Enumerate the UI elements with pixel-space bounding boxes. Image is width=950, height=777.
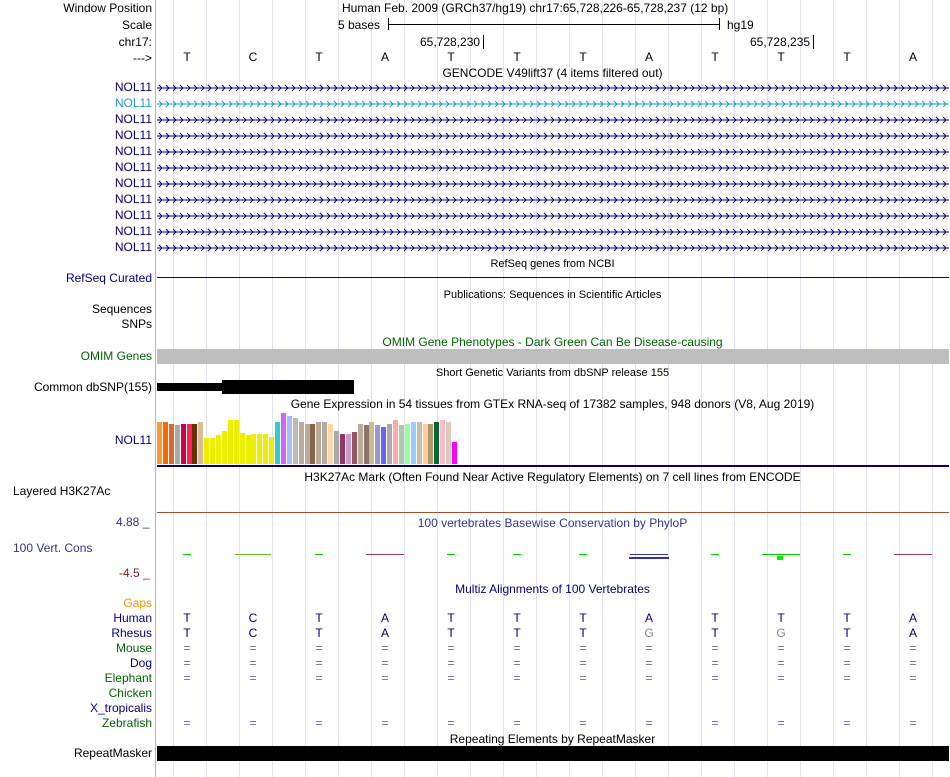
gtex-tissue-bar[interactable]: [446, 422, 451, 464]
alignment-base: =: [381, 716, 389, 730]
alignment-base: =: [447, 671, 455, 685]
phylop-score-mark[interactable]: [630, 554, 668, 555]
sequences-label[interactable]: Sequences: [91, 302, 152, 316]
species-label[interactable]: Elephant: [104, 671, 152, 685]
base-letter: A: [644, 50, 653, 64]
gtex-tissue-bar[interactable]: [417, 422, 422, 464]
gencode-transcript-label[interactable]: NOL11: [114, 160, 152, 174]
phylop-score-mark[interactable]: [315, 554, 323, 555]
alignment-base: =: [249, 716, 257, 730]
alignment-base: A: [380, 626, 389, 640]
alignment-base: A: [908, 626, 917, 640]
gencode-transcript-line[interactable]: [157, 131, 949, 141]
alignment-base: C: [248, 626, 258, 640]
alignment-base: =: [183, 641, 191, 655]
gtex-tissue-bar[interactable]: [405, 424, 410, 464]
gencode-transcript-line[interactable]: [157, 83, 949, 93]
alignment-base: T: [183, 626, 191, 640]
alignment-base: =: [513, 641, 521, 655]
gencode-transcript-line[interactable]: [157, 99, 949, 109]
alignment-base: =: [645, 671, 653, 685]
alignment-base: =: [777, 716, 785, 730]
gtex-tissue-bar[interactable]: [411, 422, 416, 464]
h3k27-label[interactable]: Layered H3K27Ac: [13, 484, 111, 498]
gtex-tissue-bar[interactable]: [234, 420, 239, 464]
scale-text: 5 bases: [338, 18, 381, 32]
gtex-tissue-bar[interactable]: [187, 424, 192, 464]
position-text: Human Feb. 2009 (GRCh37/hg19) chr17:65,728,226-65,728,237 (12 bp): [342, 1, 729, 15]
gtex-tissue-bar[interactable]: [375, 425, 380, 464]
alignment-base: A: [380, 611, 389, 625]
base-letter: T: [513, 50, 521, 64]
gtex-tissue-bar[interactable]: [299, 422, 304, 464]
alignment-base: A: [908, 611, 917, 625]
gencode-transcript-line[interactable]: [157, 115, 949, 125]
base-letter: T: [315, 50, 323, 64]
gtex-tissue-bar[interactable]: [163, 422, 168, 464]
gencode-transcript-line[interactable]: [157, 179, 949, 189]
gtex-tissue-bar[interactable]: [169, 424, 174, 464]
gtex-tissue-bar[interactable]: [269, 437, 274, 464]
gencode-transcript-line[interactable]: [157, 147, 949, 157]
h3k27-title: H3K27Ac Mark (Often Found Near Active Regulatory Elements) on 7 cell lines from ENCODE: [304, 470, 801, 484]
gtex-tissue-bar[interactable]: [263, 434, 268, 464]
alignment-base: =: [381, 656, 389, 670]
strand-label[interactable]: --->: [133, 51, 152, 65]
gtex-tissue-bar[interactable]: [293, 418, 298, 464]
snps-label[interactable]: SNPs: [121, 317, 152, 331]
phylop-dip[interactable]: [629, 557, 669, 559]
publications-title: Publications: Sequences in Scientific Articles: [443, 289, 662, 301]
gtex-tissue-bar[interactable]: [175, 425, 180, 464]
alignment-base: =: [909, 671, 917, 685]
gtex-tissue-bar[interactable]: [210, 438, 215, 464]
species-label[interactable]: Zebrafish: [101, 716, 152, 730]
alignment-base: T: [315, 611, 323, 625]
omim-feature[interactable]: [157, 349, 949, 364]
alignment-base: T: [777, 611, 785, 625]
alignment-base: =: [381, 671, 389, 685]
alignment-base: =: [777, 656, 785, 670]
phylop-score-mark[interactable]: [894, 554, 932, 555]
phylop-score-mark[interactable]: [447, 554, 455, 555]
gencode-transcript-label[interactable]: NOL11: [114, 208, 152, 222]
gtex-tissue-bar[interactable]: [305, 424, 310, 464]
alignment-base: =: [315, 641, 323, 655]
dbsnp-title: Short Genetic Variants from dbSNP release 155: [435, 367, 670, 379]
gencode-transcript-label[interactable]: NOL11: [114, 176, 152, 190]
gtex-tissue-bar[interactable]: [316, 422, 321, 464]
gencode-transcript-line[interactable]: [157, 227, 949, 237]
alignment-base: =: [447, 716, 455, 730]
repeatmasker-feature[interactable]: [157, 746, 949, 761]
base-letter: A: [380, 50, 389, 64]
coordinate-tick-2: 65,728,235: [750, 35, 814, 49]
alignment-base: =: [249, 656, 257, 670]
phylop-score-mark[interactable]: [579, 554, 587, 555]
alignment-base: =: [183, 656, 191, 670]
dbsnp-feature-1[interactable]: [157, 383, 223, 391]
alignment-base: =: [447, 641, 455, 655]
gtex-tissue-bar[interactable]: [340, 434, 345, 464]
alignment-base: =: [249, 641, 257, 655]
alignment-base: =: [183, 671, 191, 685]
alignment-base: =: [579, 656, 587, 670]
alignment-base: T: [711, 626, 719, 640]
alignment-base: =: [513, 671, 521, 685]
species-label[interactable]: Mouse: [115, 641, 152, 655]
alignment-base: =: [711, 671, 719, 685]
alignment-base: =: [315, 656, 323, 670]
gaps-label[interactable]: Gaps: [123, 596, 152, 610]
species-label[interactable]: X_tropicalis: [89, 701, 152, 715]
gencode-transcript-label[interactable]: NOL11: [114, 128, 152, 142]
alignment-base: =: [579, 641, 587, 655]
alignment-base: =: [711, 716, 719, 730]
gtex-tissue-bar[interactable]: [275, 422, 280, 464]
gtex-tissue-bar[interactable]: [281, 413, 286, 464]
species-label[interactable]: Chicken: [108, 686, 152, 700]
alignment-base: =: [579, 716, 587, 730]
alignment-base: T: [711, 611, 719, 625]
alignment-base: T: [315, 626, 323, 640]
phylop-score-mark[interactable]: [235, 554, 271, 555]
species-label[interactable]: Human: [113, 611, 152, 625]
omim-label[interactable]: OMIM Genes: [80, 349, 152, 363]
refseq-line[interactable]: [157, 277, 949, 278]
alignment-base: =: [777, 671, 785, 685]
alignment-base: G: [644, 626, 654, 640]
alignment-base: =: [183, 716, 191, 730]
alignment-base: =: [513, 656, 521, 670]
gencode-transcript-line[interactable]: [157, 195, 949, 205]
gtex-tissue-bar[interactable]: [328, 424, 333, 464]
phylop-score-mark[interactable]: [513, 554, 521, 555]
alignment-base: =: [909, 641, 917, 655]
alignment-base: =: [711, 656, 719, 670]
gtex-tissue-bar[interactable]: [387, 424, 392, 464]
base-letter: T: [711, 50, 719, 64]
alignment-base: =: [909, 656, 917, 670]
alignment-base: =: [645, 641, 653, 655]
gtex-tissue-bar[interactable]: [440, 420, 445, 464]
alignment-base: =: [843, 641, 851, 655]
alignment-base: =: [249, 671, 257, 685]
gencode-transcript-label[interactable]: NOL11: [114, 240, 152, 254]
gtex-tissue-bar[interactable]: [222, 431, 227, 464]
alignment-base: =: [843, 716, 851, 730]
alignment-base: T: [447, 611, 455, 625]
gtex-tissue-bar[interactable]: [369, 422, 374, 464]
gtex-tissue-bar[interactable]: [192, 424, 197, 464]
alignment-base: =: [381, 641, 389, 655]
gtex-tissue-bar[interactable]: [364, 425, 369, 464]
gencode-title: GENCODE V49lift37 (4 items filtered out): [442, 66, 663, 80]
alignment-base: =: [777, 641, 785, 655]
gencode-transcript-label[interactable]: NOL11: [114, 80, 152, 94]
gtex-tissue-bar[interactable]: [216, 435, 221, 464]
gtex-tissue-bar[interactable]: [423, 424, 428, 464]
species-label[interactable]: Rhesus: [111, 626, 152, 640]
gtex-bar-chart[interactable]: [157, 410, 949, 464]
alignment-base: =: [645, 716, 653, 730]
alignment-base: =: [579, 671, 587, 685]
gtex-tissue-bar[interactable]: [157, 422, 162, 464]
phylop-score-mark[interactable]: [711, 554, 719, 555]
alignment-base: T: [513, 611, 521, 625]
gtex-tissue-bar[interactable]: [352, 432, 357, 464]
scale-bar: [388, 18, 720, 30]
h3k27-baseline: [157, 512, 949, 513]
gtex-tissue-bar[interactable]: [452, 442, 457, 464]
gtex-tissue-bar[interactable]: [287, 416, 292, 464]
chrom-label[interactable]: chr17:: [118, 35, 152, 49]
omim-title: OMIM Gene Phenotypes - Dark Green Can Be Disease-causing: [382, 335, 723, 349]
phylop-title: 100 vertebrates Basewise Conservation by PhyloP: [417, 516, 688, 530]
gtex-tissue-bar[interactable]: [246, 435, 251, 464]
phylop-min: -4.5 _: [119, 566, 150, 580]
repeatmasker-label[interactable]: RepeatMasker: [73, 746, 152, 760]
phylop-label[interactable]: 100 Vert. Cons: [13, 541, 93, 555]
gencode-transcript-label[interactable]: NOL11: [114, 192, 152, 206]
gtex-tissue-bar[interactable]: [358, 424, 363, 464]
gencode-transcript-label[interactable]: NOL11: [114, 224, 152, 238]
gencode-transcript-label[interactable]: NOL11: [114, 144, 152, 158]
alignment-base: =: [315, 716, 323, 730]
scale-label: Scale: [121, 18, 152, 32]
phylop-score-mark[interactable]: [183, 554, 191, 555]
gtex-tissue-bar[interactable]: [251, 434, 256, 464]
dbsnp-feature-2[interactable]: [222, 380, 354, 394]
base-letter: T: [183, 50, 191, 64]
gtex-tissue-bar[interactable]: [240, 433, 245, 464]
label-separator: [155, 0, 156, 777]
alignment-base: T: [579, 611, 587, 625]
gtex-tissue-bar[interactable]: [198, 422, 203, 464]
alignment-base: A: [644, 611, 653, 625]
alignment-base: T: [513, 626, 521, 640]
alignment-base: T: [579, 626, 587, 640]
gencode-transcript-line[interactable]: [157, 163, 949, 173]
gtex-title: Gene Expression in 54 tissues from GTEx RNA-seq of 17382 samples, 948 donors (V8, Aug 2019): [290, 397, 815, 411]
gtex-tissue-bar[interactable]: [204, 438, 209, 464]
alignment-base: =: [711, 641, 719, 655]
gtex-label[interactable]: NOL11: [114, 433, 152, 447]
base-letter: T: [579, 50, 587, 64]
gtex-baseline: [157, 465, 949, 467]
gtex-tissue-bar[interactable]: [334, 431, 339, 464]
gtex-tissue-bar[interactable]: [310, 424, 315, 464]
phylop-score-mark[interactable]: [843, 554, 851, 555]
refseq-label[interactable]: RefSeq Curated: [65, 271, 152, 285]
alignment-base: =: [315, 671, 323, 685]
alignment-base: T: [183, 611, 191, 625]
coordinate-tick-1: 65,728,230: [420, 35, 484, 49]
alignment-base: =: [843, 656, 851, 670]
base-letter: T: [777, 50, 785, 64]
multiz-title: Multiz Alignments of 100 Vertebrates: [455, 582, 650, 596]
gtex-tissue-bar[interactable]: [428, 424, 433, 464]
base-letter: C: [248, 50, 258, 64]
repeatmasker-title: Repeating Elements by RepeatMasker: [449, 732, 656, 746]
alignment-base: G: [776, 626, 786, 640]
gencode-transcript-label[interactable]: NOL11: [114, 96, 152, 110]
alignment-base: =: [909, 716, 917, 730]
gtex-tissue-bar[interactable]: [399, 425, 404, 464]
alignment-base: =: [843, 671, 851, 685]
refseq-title: RefSeq genes from NCBI: [490, 258, 615, 270]
alignment-base: =: [447, 656, 455, 670]
gtex-tissue-bar[interactable]: [181, 424, 186, 464]
gtex-tissue-bar[interactable]: [393, 420, 398, 464]
alignment-base: T: [447, 626, 455, 640]
assembly-label: hg19: [727, 18, 754, 32]
base-letter: A: [908, 50, 917, 64]
alignment-base: T: [843, 611, 851, 625]
gencode-transcript-label[interactable]: NOL11: [114, 112, 152, 126]
base-letter: T: [843, 50, 851, 64]
gtex-tissue-bar[interactable]: [257, 434, 262, 464]
phylop-score-mark[interactable]: [762, 554, 800, 555]
alignment-base: =: [513, 716, 521, 730]
phylop-peak[interactable]: [777, 556, 783, 560]
gtex-tissue-bar[interactable]: [381, 427, 386, 464]
phylop-max: 4.88 _: [116, 515, 150, 529]
gtex-tissue-bar[interactable]: [228, 420, 233, 464]
gtex-tissue-bar[interactable]: [322, 422, 327, 464]
dbsnp-label[interactable]: Common dbSNP(155): [33, 380, 152, 394]
gtex-tissue-bar[interactable]: [346, 434, 351, 464]
phylop-score-mark[interactable]: [366, 554, 404, 555]
gencode-transcript-line[interactable]: [157, 211, 949, 221]
gtex-tissue-bar[interactable]: [434, 422, 439, 464]
gencode-transcript-line[interactable]: [157, 243, 949, 253]
base-letter: T: [447, 50, 455, 64]
species-label[interactable]: Dog: [129, 656, 152, 670]
alignment-base: T: [843, 626, 851, 640]
alignment-base: C: [248, 611, 258, 625]
window-position-label: Window Position: [63, 1, 152, 15]
alignment-base: =: [645, 656, 653, 670]
